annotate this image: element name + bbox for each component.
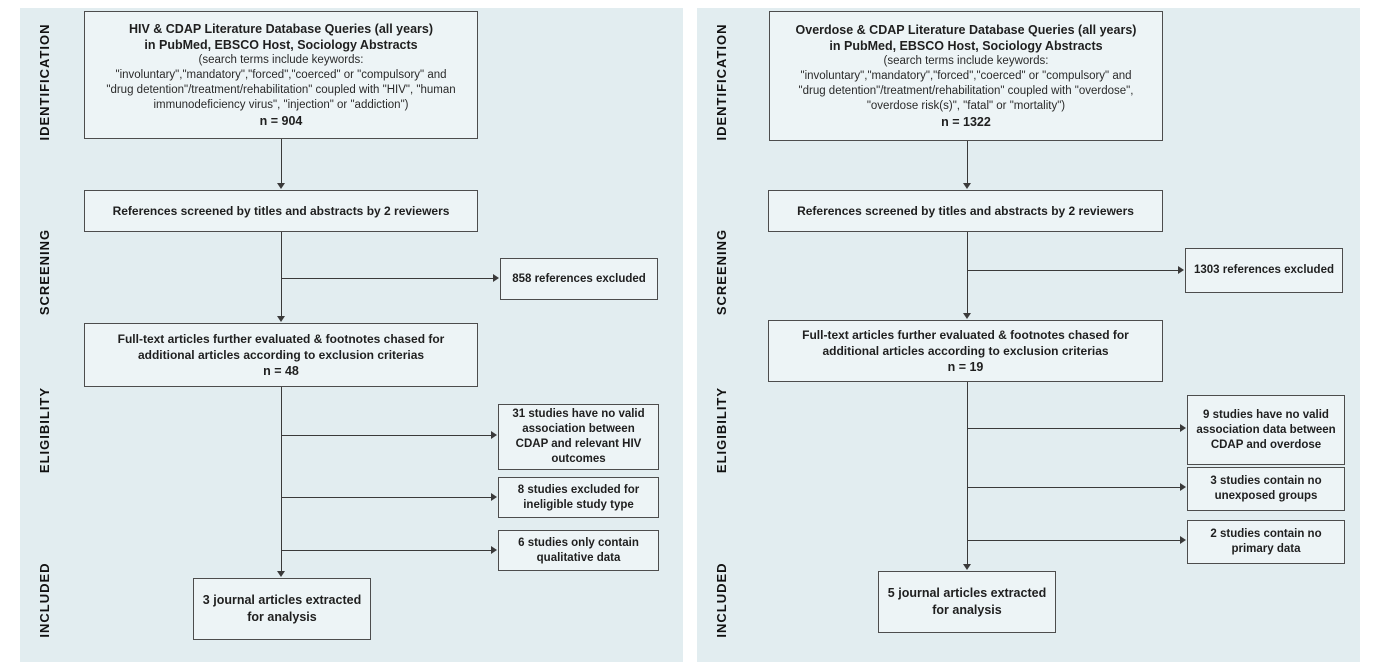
exclusion-box-3-text: 6 studies only contain qualitative data xyxy=(518,536,639,564)
screening-box xyxy=(84,190,478,232)
connector-identification-to-screening xyxy=(967,141,968,183)
arrowhead-down-icon xyxy=(277,183,285,189)
connector-fulltext-to-included xyxy=(967,382,968,564)
identification-box-terms-line3: "drug detention"/treatment/rehabilitation" coupled with "overdose", xyxy=(798,84,1134,97)
identification-box-terms-line4: immunodeficiency virus", "injection" or "addiction") xyxy=(153,98,409,111)
exclusion-box-3 xyxy=(1187,520,1345,564)
connector-to-exclusion-2 xyxy=(281,497,492,498)
included-box-line2: for analysis xyxy=(247,610,317,624)
identification-box-terms-line1: (search terms include keywords: xyxy=(883,54,1049,67)
exclusion-box-3 xyxy=(498,530,659,571)
stage-label-screening: SCREENING xyxy=(714,228,729,316)
included-box-line1: 5 journal articles extracted xyxy=(887,586,1047,600)
identification-box-count: n = 904 xyxy=(259,113,303,128)
connector-screening-to-fulltext xyxy=(967,232,968,313)
screening-box xyxy=(768,190,1163,232)
identification-box-terms-line4: "overdose risk(s)", "fatal" or "mortality") xyxy=(866,99,1066,112)
arrowhead-right-icon xyxy=(1180,483,1186,491)
stage-label-screening: SCREENING xyxy=(37,228,52,316)
screening-box-text: References screened by titles and abstracts by 2 reviewers xyxy=(112,204,450,218)
overdose-flowchart-panel xyxy=(697,8,1360,662)
identification-box-terms-line2: "involuntary","mandatory","forced","coerced" or "compulsory" and xyxy=(800,69,1132,82)
fulltext-box xyxy=(84,323,478,387)
arrowhead-right-icon xyxy=(1180,424,1186,432)
arrowhead-right-icon xyxy=(491,493,497,501)
stage-label-included: INCLUDED xyxy=(714,562,729,638)
arrowhead-right-icon xyxy=(1180,536,1186,544)
exclusion-box-1-text: 31 studies have no valid association between CDAP and relevant HIV outcomes xyxy=(512,408,645,465)
arrowhead-right-icon xyxy=(1178,266,1184,274)
exclusion-box-1 xyxy=(1187,395,1345,465)
arrowhead-right-icon xyxy=(493,274,499,282)
hiv-flowchart-panel xyxy=(20,8,683,662)
screening-box-text: References screened by titles and abstracts by 2 reviewers xyxy=(797,204,1134,218)
included-box xyxy=(193,578,371,640)
connector-fulltext-to-included xyxy=(281,387,282,571)
stage-label-eligibility: ELIGIBILITY xyxy=(37,386,52,474)
identification-box-terms-line3: "drug detention"/treatment/rehabilitation" coupled with "HIV", "human xyxy=(106,83,456,96)
connector-identification-to-screening xyxy=(281,139,282,183)
arrowhead-down-icon xyxy=(963,183,971,189)
identification-box-title-line2: in PubMed, EBSCO Host, Sociology Abstracts xyxy=(144,37,418,52)
identification-box-terms-line2: "involuntary","mandatory","forced","coerced" or "compulsory" and xyxy=(115,68,447,81)
connector-to-exclusion-3 xyxy=(281,550,492,551)
exclusion-box-1-text: 9 studies have no valid association data between CDAP and overdose xyxy=(1196,408,1336,451)
connector-to-exclusion-1 xyxy=(967,428,1181,429)
identification-box-terms-line1: (search terms include keywords: xyxy=(198,53,364,66)
arrowhead-right-icon xyxy=(491,431,497,439)
identification-box-title-line1: HIV & CDAP Literature Database Queries (all years) xyxy=(128,21,434,36)
references-excluded-text: 1303 references excluded xyxy=(1193,264,1334,276)
exclusion-box-2 xyxy=(498,477,659,518)
fulltext-box-count: n = 48 xyxy=(263,363,299,378)
identification-box-title-line2: in PubMed, EBSCO Host, Sociology Abstracts xyxy=(829,38,1103,53)
fulltext-box-line1: Full-text articles further evaluated & footnotes chased for xyxy=(802,327,1129,342)
references-excluded-box xyxy=(500,258,658,300)
arrowhead-down-icon xyxy=(963,313,971,319)
connector-screening-to-fulltext xyxy=(281,232,282,316)
exclusion-box-2-text: 3 studies contain no unexposed groups xyxy=(1210,475,1322,502)
stage-label-identification: IDENTIFICATION xyxy=(37,23,52,141)
included-box-line2: for analysis xyxy=(932,603,1002,617)
fulltext-box-count: n = 19 xyxy=(947,359,984,374)
arrowhead-down-icon xyxy=(277,571,285,577)
fulltext-box xyxy=(768,320,1163,382)
identification-box-title-line1: Overdose & CDAP Literature Database Queries (all years) xyxy=(795,22,1137,37)
arrowhead-down-icon xyxy=(963,564,971,570)
exclusion-box-1 xyxy=(498,404,659,470)
arrowhead-right-icon xyxy=(491,546,497,554)
identification-box-count: n = 1322 xyxy=(941,114,991,129)
exclusion-box-3-text: 2 studies contain no primary data xyxy=(1210,528,1322,555)
fulltext-box-line2: additional articles according to exclusion criterias xyxy=(822,343,1109,358)
identification-box xyxy=(769,11,1163,141)
connector-to-references-excluded xyxy=(281,278,493,279)
references-excluded-box xyxy=(1185,248,1343,293)
connector-to-exclusion-3 xyxy=(967,540,1181,541)
exclusion-box-2 xyxy=(1187,467,1345,511)
identification-box xyxy=(84,11,478,139)
connector-to-exclusion-1 xyxy=(281,435,492,436)
fulltext-box-line2: additional articles according to exclusion criterias xyxy=(137,347,425,362)
exclusion-box-2-text: 8 studies excluded for ineligible study type xyxy=(517,483,640,511)
connector-to-references-excluded xyxy=(967,270,1179,271)
stage-label-identification: IDENTIFICATION xyxy=(714,23,729,141)
arrowhead-down-icon xyxy=(277,316,285,322)
included-box xyxy=(878,571,1056,633)
included-box-line1: 3 journal articles extracted xyxy=(202,593,362,607)
fulltext-box-line1: Full-text articles further evaluated & footnotes chased for xyxy=(117,331,445,346)
references-excluded-text: 858 references excluded xyxy=(512,272,646,285)
connector-to-exclusion-2 xyxy=(967,487,1181,488)
stage-label-eligibility: ELIGIBILITY xyxy=(714,386,729,474)
stage-label-included: INCLUDED xyxy=(37,562,52,638)
